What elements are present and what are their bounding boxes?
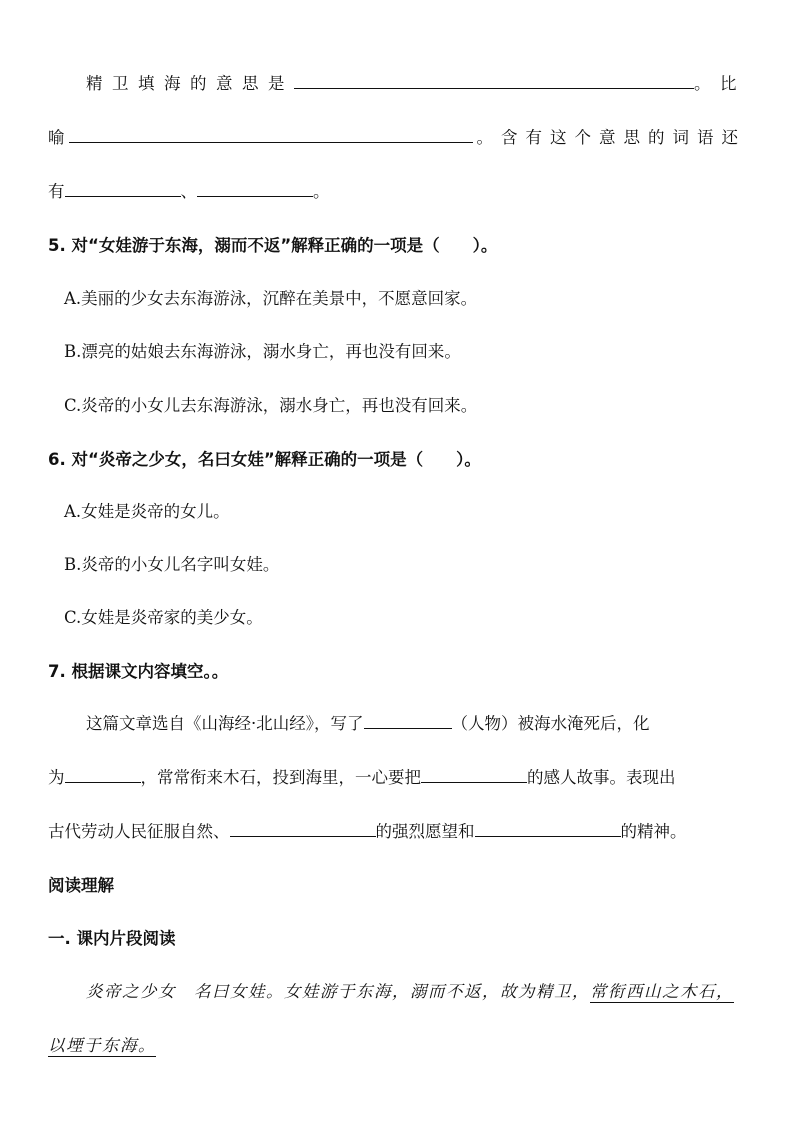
q4-text: 。比 <box>694 74 746 93</box>
q5-stem: 5. 对“女娃游于东海，溺而不返”解释正确的一项是（ ）。 <box>48 236 498 255</box>
q4-text: 、 <box>180 182 197 201</box>
passage-underlined-text: 以堙于东海。 <box>48 1036 156 1055</box>
q6-option-b[interactable]: B.炎帝的小女儿名字叫女娃。 <box>64 555 280 574</box>
q7-text: 的强烈愿望和 <box>375 822 475 841</box>
answer-blank[interactable] <box>69 124 473 143</box>
q7-text: （人物）被海水淹死后，化 <box>451 714 650 733</box>
q7-text: ，常常衔来木石，投到海里，一心要把 <box>140 768 421 787</box>
section-title: 阅读理解 <box>48 876 114 895</box>
q4-text: 精卫填海的意思是 <box>86 74 294 93</box>
q7-text: 的感人故事。表现出 <box>527 768 676 787</box>
passage-line-1 <box>86 978 746 1006</box>
q7-line-2 <box>48 764 746 792</box>
q6-option-c[interactable]: C.女娃是炎帝家的美少女。 <box>64 608 263 627</box>
q7-line-3 <box>48 818 746 846</box>
q4-line-3 <box>48 178 746 206</box>
answer-blank[interactable] <box>421 764 527 783</box>
q4-line-2 <box>48 124 746 152</box>
q4-text: 喻 <box>48 128 65 147</box>
answer-blank[interactable] <box>197 178 313 197</box>
q6-stem: 6. 对“炎帝之少女，名曰女娃”解释正确的一项是（ ）。 <box>48 450 481 469</box>
q4-line-1 <box>86 70 746 98</box>
q5-option-b[interactable]: B.漂亮的姑娘去东海游泳，溺水身亡，再也没有回来。 <box>64 342 461 361</box>
answer-blank[interactable] <box>294 70 694 89</box>
answer-blank[interactable] <box>65 764 141 783</box>
q6-option-a[interactable]: A.女娃是炎帝的女儿。 <box>64 502 230 521</box>
section-subtitle: 一. 课内片段阅读 <box>48 929 176 948</box>
answer-blank[interactable] <box>65 178 181 197</box>
q7-line-1 <box>86 710 746 738</box>
q7-stem: 7. 根据课文内容填空。。 <box>48 662 229 681</box>
answer-blank[interactable] <box>475 818 621 837</box>
passage-underlined-text: 常衔西山之木石， <box>590 982 734 1001</box>
q4-text: 有 <box>48 182 65 201</box>
passage-line-2 <box>48 1032 746 1060</box>
q5-option-a[interactable]: A.美丽的少女去东海游泳，沉醉在美景中，不愿意回家。 <box>64 289 478 308</box>
q4-text: 。 <box>313 182 330 201</box>
passage-text: 炎帝之少女 名曰女娃。女娃游于东海，溺而不返，故为精卫， <box>86 982 590 1001</box>
q7-text: 古代劳动人民征服自然、 <box>48 822 230 841</box>
answer-blank[interactable] <box>364 710 452 729</box>
q5-option-c[interactable]: C.炎帝的小女儿去东海游泳，溺水身亡，再也没有回来。 <box>64 396 478 415</box>
q4-text: 。含有这个意思的词语还 <box>476 128 746 147</box>
q7-text: 为 <box>48 768 65 787</box>
q7-text: 的精神。 <box>620 822 687 841</box>
q7-text: 这篇文章选自《山海经·北山经》，写了 <box>86 714 364 733</box>
answer-blank[interactable] <box>230 818 376 837</box>
